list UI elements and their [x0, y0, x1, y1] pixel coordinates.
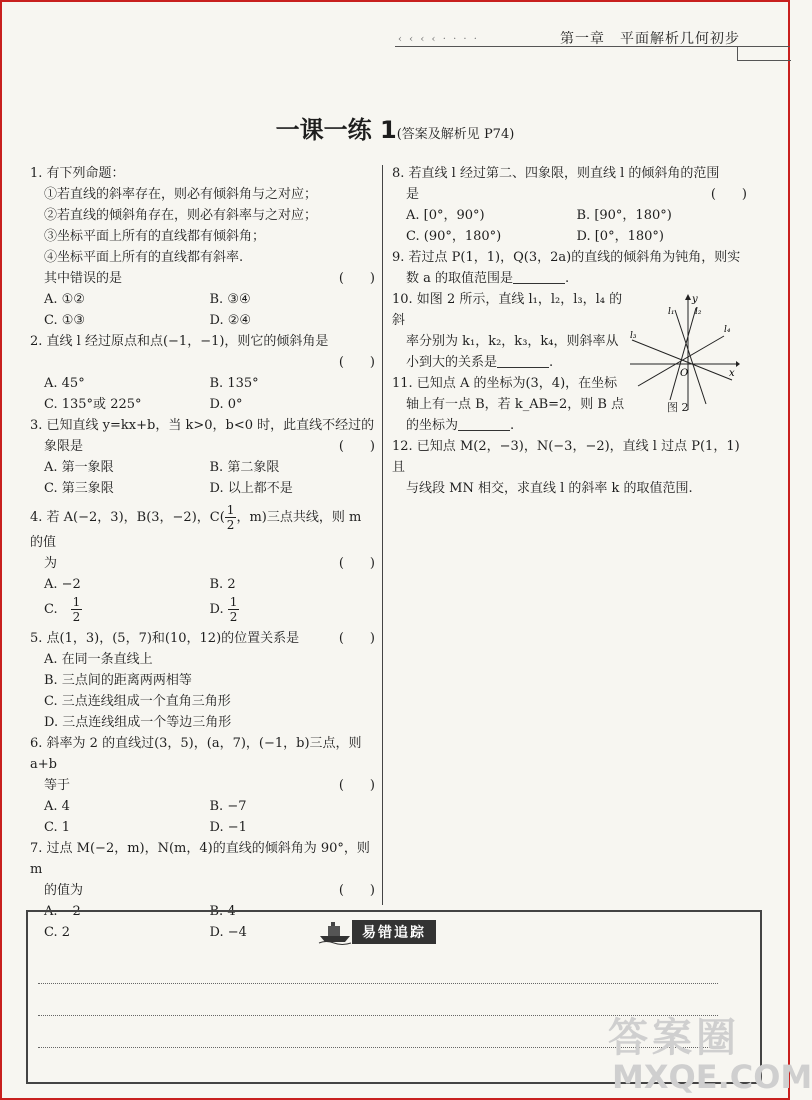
q4-option-d-label: D. — [209, 602, 224, 617]
q5-option-a: A. 在同一条直线上 — [44, 652, 153, 667]
writing-line-1 — [38, 983, 718, 984]
watermark-url: MXQE.COM — [612, 1058, 812, 1096]
q4-answer-paren: ( ) — [338, 556, 375, 571]
q4-option-c — [44, 595, 210, 624]
q8-stem: 8. 若直线 l 经过第二、四象限，则直线 l 的倾斜角的范围 — [392, 166, 720, 181]
q2-option-c: C. 135°或 225° — [44, 397, 142, 412]
y-axis-arrow — [685, 294, 691, 300]
q10-answer-blank[interactable] — [497, 353, 549, 368]
column-divider — [382, 165, 383, 905]
q1-ask: 其中错误的是 — [44, 271, 123, 286]
x-axis-arrow — [736, 361, 740, 367]
left-column — [30, 163, 375, 943]
q6-option-c: C. 1 — [44, 820, 71, 835]
q11-line-3 — [392, 415, 627, 436]
q6-option-a: A. 4 — [44, 799, 70, 814]
q3-option-b: B. 第二象限 — [209, 460, 280, 475]
q4-option-d — [210, 595, 376, 624]
q4-cont: 为 — [44, 556, 58, 571]
q4-option-c-frac — [71, 595, 83, 624]
q1-option-a: A. ①② — [44, 292, 85, 307]
q7-option-c: C. 2 — [44, 925, 71, 940]
q7-cont: 的值为 — [44, 883, 84, 898]
q4-frac-den: 2 — [226, 518, 235, 532]
q10-cont-b: . — [549, 355, 554, 370]
header-step-line — [737, 46, 791, 61]
q5-option-b: B. 三点间的距离两两相等 — [44, 673, 192, 688]
q7-answer-paren: ( ) — [338, 883, 375, 898]
q12-line-2: 与线段 MN 相交，求直线 l 的斜率 k 的取值范围. — [406, 481, 693, 496]
l4-label: l₄ — [724, 325, 731, 335]
error-tracking-label: 易错追踪 — [352, 920, 436, 944]
q1-stem: 1. 有下列命题： — [30, 166, 125, 181]
q6-cont: 等于 — [44, 778, 71, 793]
q9-cont-b: . — [565, 271, 570, 286]
question-4 — [30, 503, 375, 624]
q4-option-a: A. −2 — [44, 577, 81, 592]
q3-option-c: C. 第三象限 — [44, 481, 114, 496]
q2-option-b: B. 135° — [209, 376, 259, 391]
q6-option-b: B. −7 — [209, 799, 247, 814]
q9-stem: 9. 若过点 P(1，1)，Q(3，2a)的直线的倾斜角为钝角，则实 — [392, 250, 741, 265]
error-tracking-title — [318, 920, 436, 944]
q1-item-4: ④坐标平面上所有的直线都有斜率. — [44, 250, 244, 265]
figure-2-diagram — [628, 292, 740, 412]
question-1 — [30, 163, 375, 331]
q2-option-a: A. 45° — [44, 376, 85, 391]
q8-answer-paren: ( ) — [710, 187, 747, 202]
q4-c-den: 2 — [72, 610, 81, 624]
q4-option-d-frac — [228, 595, 240, 624]
title-note: (答案及解析见 P74) — [396, 127, 515, 142]
q4-option-c-label: C. — [44, 602, 58, 617]
q4-c-num: 1 — [72, 595, 81, 609]
q11-line-1: 11. 已知点 A 的坐标为(3，4)，在坐标 — [392, 376, 618, 391]
watermark-logo: 答案圈 — [608, 1015, 740, 1061]
q8-option-d: D. [0°，180°) — [576, 229, 664, 244]
question-8 — [392, 163, 747, 247]
header-arrows: ‹ ‹ ‹ ‹ · · · · — [398, 34, 479, 45]
y-label: y — [692, 294, 698, 305]
q4-stem-a: 4. 若 A(−2，3)，B(3，−2)，C( — [30, 510, 225, 525]
q3-option-d: D. 以上都不是 — [209, 481, 293, 496]
q3-answer-paren: ( ) — [338, 439, 375, 454]
question-3 — [30, 415, 375, 499]
q11-answer-blank[interactable] — [458, 416, 510, 431]
q2-stem: 2. 直线 l 经过原点和点(−1，−1)，则它的倾斜角是 — [30, 334, 329, 349]
q9-answer-blank[interactable] — [513, 269, 565, 284]
header-rule — [395, 46, 790, 47]
question-5 — [30, 628, 375, 733]
q1-item-1: ①若直线的斜率存在，则必有倾斜角与之对应； — [44, 187, 318, 202]
line-l1 — [675, 310, 706, 404]
q3-cont: 象限是 — [44, 439, 84, 454]
question-10 — [392, 289, 627, 373]
q5-answer-paren: ( ) — [338, 631, 375, 646]
q1-item-2: ②若直线的倾斜角存在，则必有斜率与之对应； — [44, 208, 318, 223]
q12-line-1: 12. 已知点 M(2，−3)，N(−3，−2)，直线 l 过点 P(1，1)且 — [392, 439, 740, 475]
q4-stem-b: ，m)三点共线，则 m 的值 — [30, 510, 362, 550]
q8-option-a: A. [0°，90°) — [406, 208, 485, 223]
question-11 — [392, 373, 627, 436]
title-main: 一课一练 1 — [275, 116, 397, 144]
q4-d-num: 1 — [229, 595, 238, 609]
l2-label: l₂ — [695, 307, 702, 317]
origin-label: O — [680, 368, 689, 379]
q1-answer-paren: ( ) — [338, 271, 375, 286]
q11-cont-b: . — [510, 418, 515, 433]
q3-option-a: A. 第一象限 — [44, 460, 114, 475]
q8-option-b: B. [90°，180°) — [576, 208, 672, 223]
q8-option-c: C. (90°，180°) — [406, 229, 502, 244]
q6-stem: 6. 斜率为 2 的直线过(3，5)，(a，7)，(−1，b)三点，则 a+b — [30, 736, 362, 772]
q1-option-b: B. ③④ — [209, 292, 251, 307]
q5-stem: 5. 点(1，3)，(5，7)和(10，12)的位置关系是 — [30, 631, 300, 646]
q4-option-b: B. 2 — [209, 577, 236, 592]
q1-option-d: D. ②④ — [209, 313, 252, 328]
q1-item-3: ③坐标平面上所有的直线都有倾斜角； — [44, 229, 266, 244]
q11-cont-a: 的坐标为 — [406, 418, 459, 433]
q9-cont — [392, 268, 747, 289]
l3-label: l₃ — [630, 331, 637, 341]
q8-cont: 是 — [406, 187, 420, 202]
q7-option-b: B. 4 — [209, 904, 236, 919]
q4-stem — [30, 503, 375, 553]
q3-stem: 3. 已知直线 y=kx+b，当 k>0，b<0 时，此直线不经过的 — [30, 418, 375, 433]
q5-option-d: D. 三点连线组成一个等边三角形 — [44, 715, 232, 730]
q5-option-c: C. 三点连线组成一个直角三角形 — [44, 694, 231, 709]
q10-line-3 — [392, 352, 627, 373]
x-label: x — [729, 368, 735, 379]
q6-option-d: D. −1 — [209, 820, 247, 835]
question-6 — [30, 733, 375, 838]
q7-option-d: D. −4 — [209, 925, 247, 940]
question-2 — [30, 331, 375, 415]
q1-option-c: C. ①③ — [44, 313, 86, 328]
chapter-header: 第一章 平面解析几何初步 — [560, 31, 740, 47]
l1-label: l₁ — [668, 307, 675, 317]
q10-cont-a: 小到大的关系是 — [406, 355, 498, 370]
q4-frac-num: 1 — [226, 503, 235, 517]
q7-option-a: A. −2 — [44, 904, 81, 919]
q10-line-1: 10. 如图 2 所示，直线 l₁，l₂，l₃，l₄ 的斜 — [392, 292, 623, 328]
q4-fraction — [225, 503, 237, 532]
lesson-title — [0, 110, 790, 145]
q2-option-d: D. 0° — [209, 397, 243, 412]
ship-icon — [318, 920, 352, 944]
q4-d-den: 2 — [229, 610, 238, 624]
q11-line-2: 轴上有一点 B，若 k_AB=2，则 B 点 — [406, 397, 625, 412]
q10-line-2: 率分别为 k₁，k₂，k₃，k₄，则斜率从 — [406, 334, 619, 349]
question-12 — [392, 436, 747, 499]
q7-stem: 7. 过点 M(−2，m)，N(m，4)的直线的倾斜角为 90°，则 m — [30, 841, 370, 877]
question-9 — [392, 247, 747, 289]
figure-2-caption: 图 2 — [667, 401, 689, 414]
q9-cont-a: 数 a 的取值范围是 — [406, 271, 514, 286]
q2-answer-paren: ( ) — [338, 355, 375, 370]
q6-answer-paren: ( ) — [338, 778, 375, 793]
